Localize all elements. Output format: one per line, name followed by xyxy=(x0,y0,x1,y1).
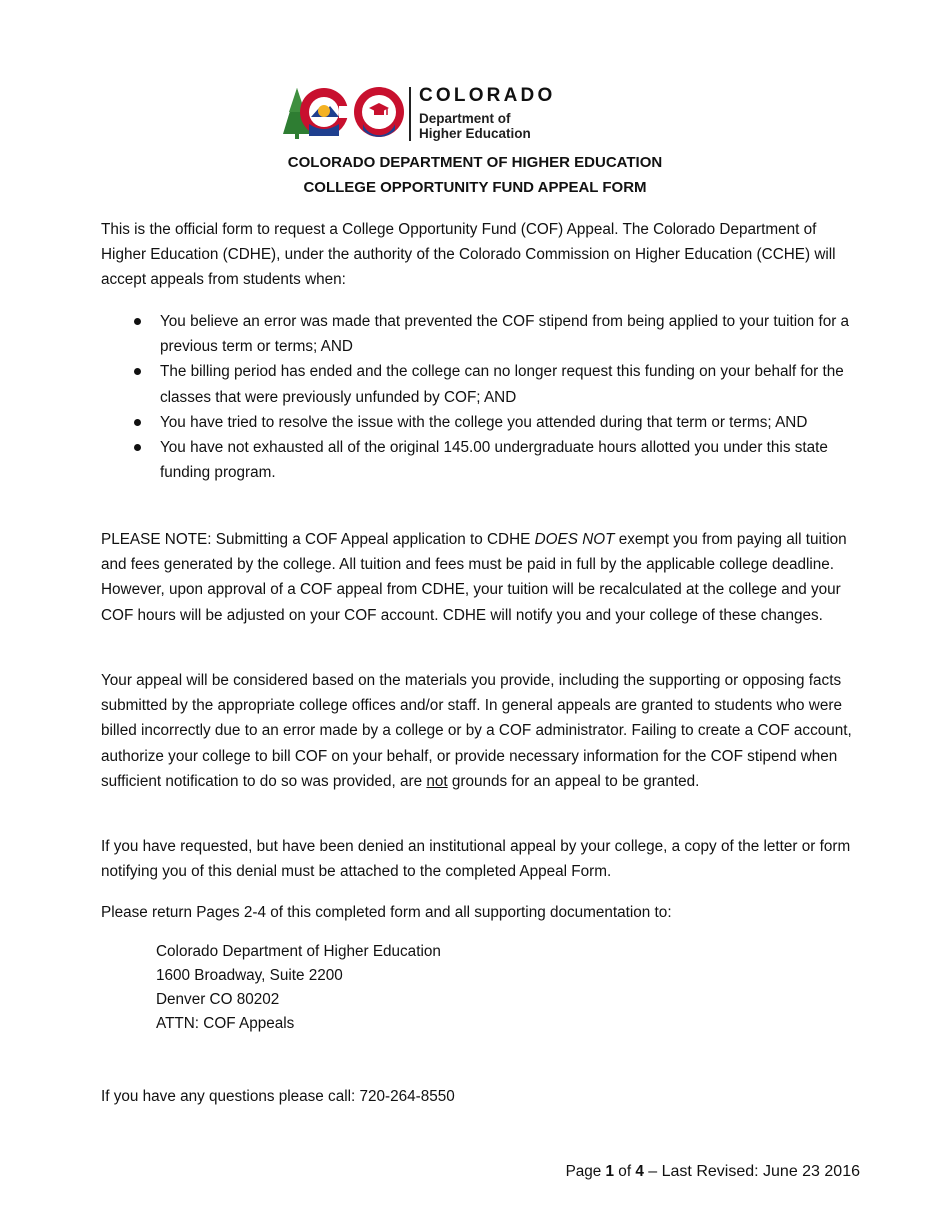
list-item: The billing period has ended and the college can no longer request this funding on your behalf for the classes that were previously unfunded by COF; AND xyxy=(101,359,861,409)
logo-dept-line-1: Department of xyxy=(419,111,511,126)
appeal-suffix: grounds for an appeal to be granted. xyxy=(447,772,700,790)
address-line: Colorado Department of Higher Education xyxy=(156,943,441,960)
please-note-paragraph xyxy=(101,527,863,628)
list-item: You believe an error was made that prevented the COF stipend from being applied to your tuition for a previous term or terms; AND xyxy=(101,309,861,359)
contact-phone-line: If you have any questions please call: 720-264-8550 xyxy=(101,1088,455,1105)
colorado-logo-icon xyxy=(281,84,409,144)
intro-paragraph: This is the official form to request a College Opportunity Fund (COF) Appeal. The Colorado Department of Higher Education (CDHE), under the authority of the Colorado Commission on Higher Education (CCHE) will accept appeals from students when: xyxy=(101,221,836,289)
cdhe-logo xyxy=(281,84,581,144)
logo-state-name: COLORADO xyxy=(419,85,556,106)
denied-appeal-paragraph: If you have requested, but have been denied an institutional appeal by your college, a copy of the letter or form notifying you of this denial must be attached to the completed Appeal Form. xyxy=(101,838,851,881)
appeal-prefix: Your appeal will be considered based on the materials you provide, including the supporting or opposing facts submitted by the appropriate college offices and/or staff. In general appeals are granted to students who were billed incorrectly due to an error made by a college or by a COF administrator. Failing to create a COF account, authorize your college to bill COF on your behalf, or provide necessary information for the COF stipend when sufficient notification to do so was provided, are xyxy=(101,672,852,790)
return-instructions: Please return Pages 2-4 of this completed form and all supporting documentation to: xyxy=(101,904,672,921)
note-emphasis: DOES NOT xyxy=(534,531,615,548)
footer-page-number: 1 xyxy=(605,1163,615,1180)
appeal-criteria-list xyxy=(101,309,861,485)
page-footer xyxy=(566,1163,860,1181)
footer-of-word: of xyxy=(614,1163,636,1180)
footer-page-word: Page xyxy=(565,1163,606,1180)
logo-department-name xyxy=(419,111,531,141)
appeal-underlined: not xyxy=(426,772,448,790)
document-title-department: COLORADO DEPARTMENT OF HIGHER EDUCATION xyxy=(287,154,663,171)
address-line: Denver CO 80202 xyxy=(156,991,280,1008)
logo-divider xyxy=(409,87,411,141)
list-item: You have tried to resolve the issue with the college you attended during that term or terms; AND xyxy=(101,410,861,435)
note-suffix: exempt you from paying all tuition and fees generated by the college. All tuition and fees must be paid in full by the applicable college deadline. However, upon approval of a COF appeal from CDHE, your tuition will be recalculated at the college and your COF hours will be adjusted on your COF account. CDHE will notify you and your college of these changes. xyxy=(101,531,847,624)
mailing-address xyxy=(156,940,441,1036)
note-prefix: PLEASE NOTE: Submitting a COF Appeal application to CDHE xyxy=(101,531,535,548)
appeal-consideration-paragraph xyxy=(101,668,863,794)
footer-revised-date: – Last Revised: June 23 2016 xyxy=(643,1163,860,1180)
list-item: You have not exhausted all of the original 145.00 undergraduate hours allotted you under this state funding program. xyxy=(101,435,861,485)
footer-page-total: 4 xyxy=(635,1163,644,1180)
logo-dept-line-2: Higher Education xyxy=(419,126,531,141)
address-line: ATTN: COF Appeals xyxy=(156,1015,295,1032)
address-line: 1600 Broadway, Suite 2200 xyxy=(156,967,343,984)
document-title-form: COLLEGE OPPORTUNITY FUND APPEAL FORM xyxy=(303,179,647,196)
